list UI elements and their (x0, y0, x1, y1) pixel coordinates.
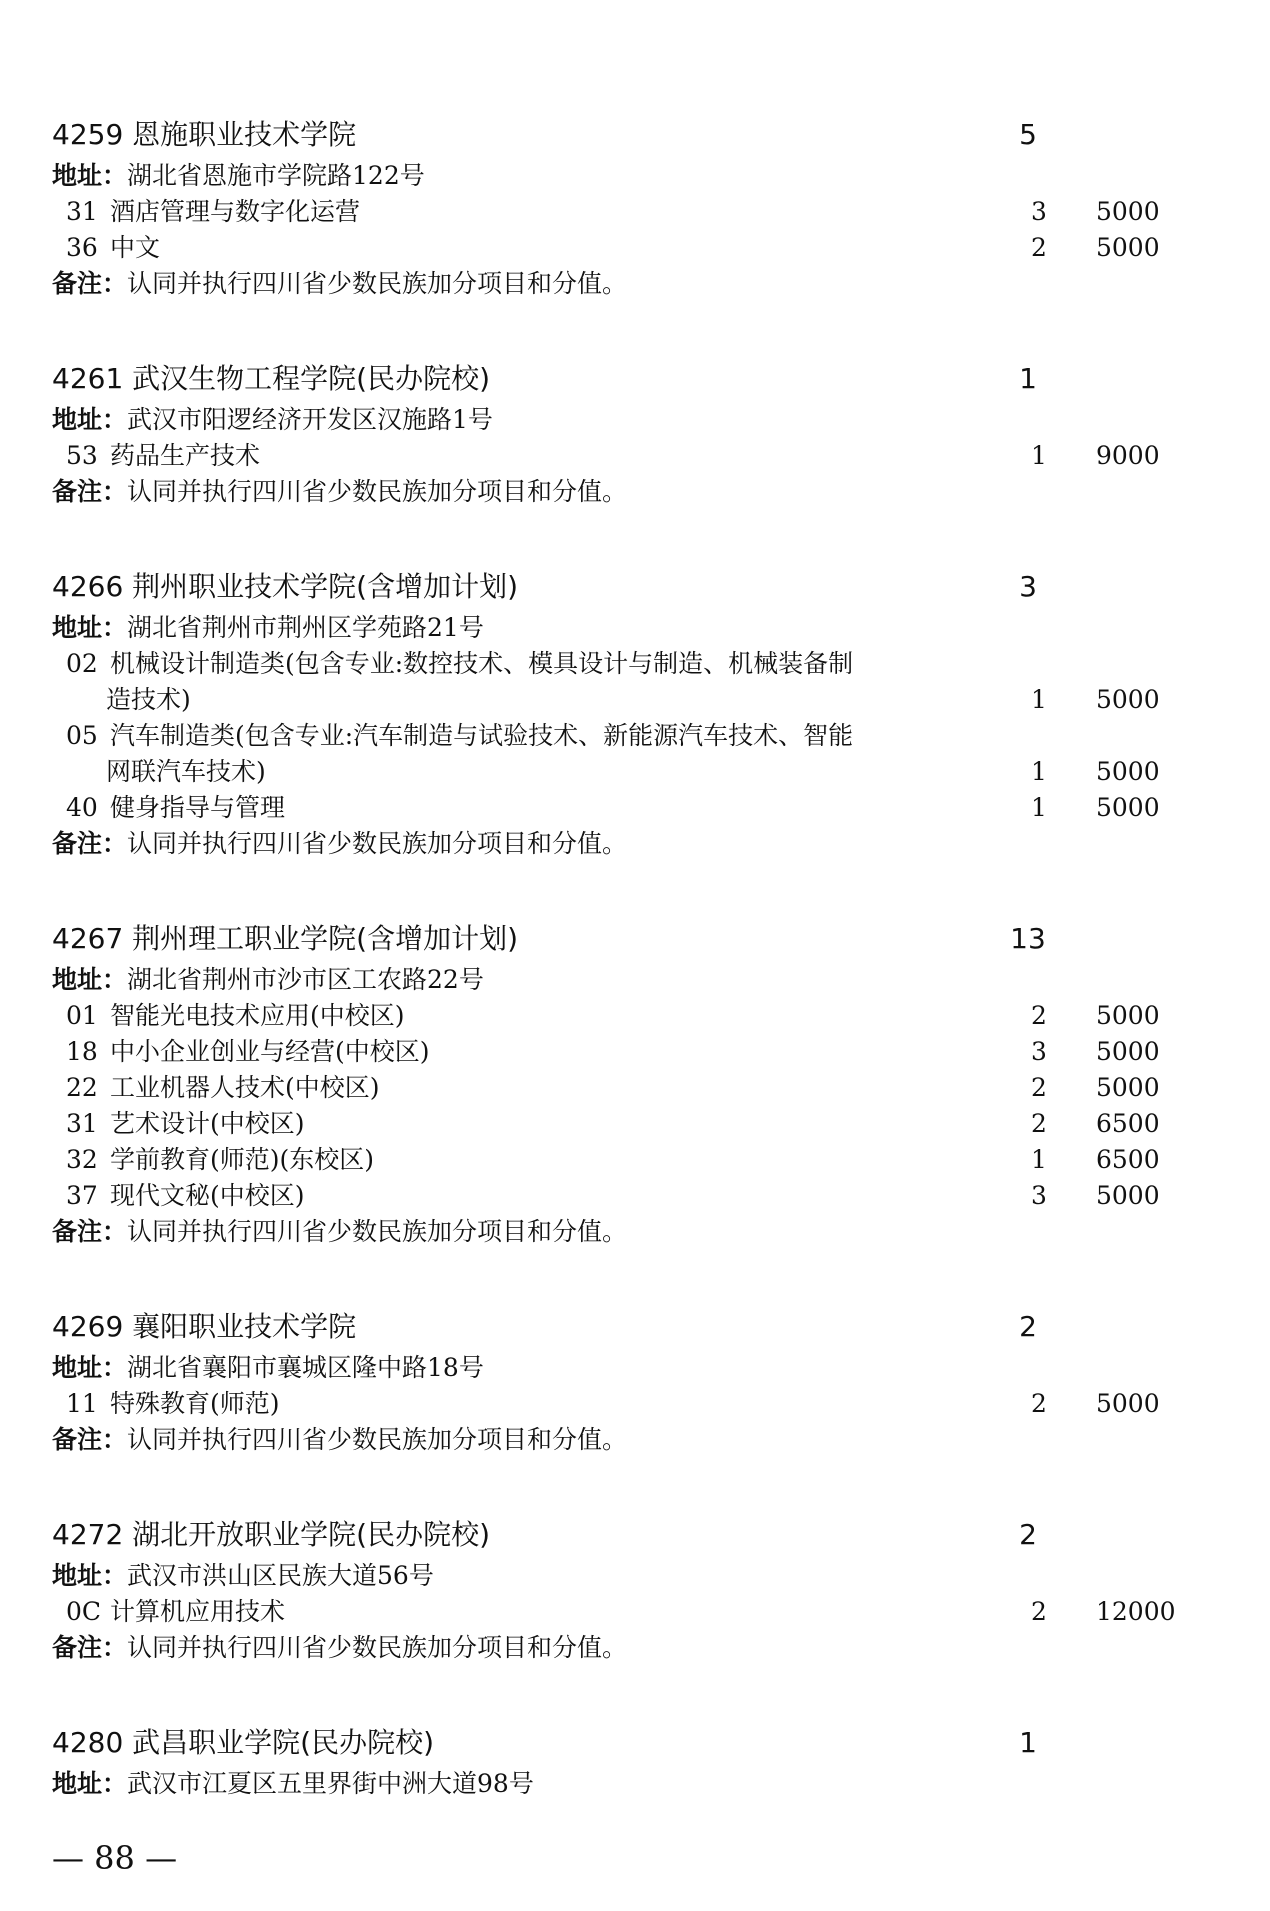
major-row-continuation (52, 682, 1212, 718)
school-address (52, 1350, 1212, 1386)
school-code: 4280 (52, 1726, 124, 1759)
major-plan-count: 1 (1031, 793, 1047, 822)
school-note (52, 1214, 1212, 1250)
major-plan-count: 1 (1031, 757, 1047, 786)
major-plan-count: 2 (1031, 1001, 1047, 1030)
major-name: 酒店管理与数字化运营 (110, 197, 361, 226)
school-note (52, 1630, 1212, 1666)
major-plan-count: 2 (1031, 1597, 1047, 1626)
major-code: 36 (66, 233, 98, 262)
major-plan-count: 1 (1031, 685, 1047, 714)
major-name: 机械设计制造类(包含专业:数控技术、模具设计与制造、机械装备制 (110, 649, 854, 678)
school-header (52, 564, 1212, 610)
major-name: 计算机应用技术 (110, 1597, 286, 1626)
major-plan-count: 1 (1031, 441, 1047, 470)
school-block (52, 564, 1212, 862)
major-tuition: 5000 (1096, 685, 1160, 714)
school-plan-count: 1 (1019, 362, 1037, 395)
school-plan-count: 2 (1019, 1518, 1037, 1551)
address-text: 武汉市江夏区五里界街中洲大道98号 (127, 1769, 534, 1798)
major-row (52, 1178, 1212, 1214)
major-row-continuation (52, 754, 1212, 790)
major-row (52, 646, 1212, 682)
major-code: 18 (66, 1037, 98, 1066)
major-tuition: 6500 (1096, 1109, 1160, 1138)
major-name: 中文 (110, 233, 161, 262)
school-note (52, 1422, 1212, 1458)
major-row (52, 1106, 1212, 1142)
school-plan-count: 5 (1019, 118, 1037, 151)
major-tuition: 5000 (1096, 1073, 1160, 1102)
major-tuition: 5000 (1096, 197, 1160, 226)
major-tuition: 5000 (1096, 1181, 1160, 1210)
school-note (52, 474, 1212, 510)
school-name: 武汉生物工程学院(民办院校) (132, 362, 491, 395)
school-block (52, 1720, 1212, 1802)
major-code: 0C (66, 1597, 102, 1626)
major-row (52, 230, 1212, 266)
school-code: 4259 (52, 118, 124, 151)
address-label: 地址： (52, 1353, 128, 1382)
major-row (52, 998, 1212, 1034)
major-code: 05 (66, 721, 98, 750)
school-header (52, 1512, 1212, 1558)
major-code: 53 (66, 441, 98, 470)
address-label: 地址： (52, 965, 128, 994)
school-header (52, 1720, 1212, 1766)
major-name: 中小企业创业与经营(中校区) (110, 1037, 430, 1066)
school-address (52, 402, 1212, 438)
address-text: 湖北省荆州市沙市区工农路22号 (127, 965, 484, 994)
major-code: 32 (66, 1145, 98, 1174)
school-address (52, 158, 1212, 194)
school-address (52, 962, 1212, 998)
major-code: 40 (66, 793, 98, 822)
major-code: 37 (66, 1181, 98, 1210)
school-plan-count: 1 (1019, 1726, 1037, 1759)
note-text: 认同并执行四川省少数民族加分项目和分值。 (127, 1633, 628, 1662)
note-label: 备注： (52, 477, 128, 506)
school-block (52, 1304, 1212, 1458)
school-address (52, 610, 1212, 646)
major-row (52, 194, 1212, 230)
school-header (52, 1304, 1212, 1350)
school-plan-count: 2 (1019, 1310, 1037, 1343)
address-text: 武汉市阳逻经济开发区汉施路1号 (127, 405, 493, 434)
major-name: 药品生产技术 (110, 441, 261, 470)
school-name: 荆州理工职业学院(含增加计划) (132, 922, 519, 955)
major-plan-count: 2 (1031, 1109, 1047, 1138)
major-plan-count: 3 (1031, 1037, 1047, 1066)
major-code: 31 (66, 1109, 98, 1138)
school-code: 4261 (52, 362, 124, 395)
school-header (52, 356, 1212, 402)
school-note (52, 266, 1212, 302)
major-tuition: 5000 (1096, 1001, 1160, 1030)
major-plan-count: 3 (1031, 1181, 1047, 1210)
school-block (52, 112, 1212, 302)
address-label: 地址： (52, 613, 128, 642)
school-note (52, 826, 1212, 862)
major-row (52, 718, 1212, 754)
major-name: 学前教育(师范)(东校区) (110, 1145, 375, 1174)
major-name: 智能光电技术应用(中校区) (110, 1001, 405, 1030)
note-text: 认同并执行四川省少数民族加分项目和分值。 (127, 269, 628, 298)
major-plan-count: 2 (1031, 1389, 1047, 1418)
school-name: 湖北开放职业学院(民办院校) (132, 1518, 491, 1551)
note-label: 备注： (52, 1633, 128, 1662)
major-name: 汽车制造类(包含专业:汽车制造与试验技术、新能源汽车技术、智能 (110, 721, 854, 750)
note-label: 备注： (52, 829, 128, 858)
school-name: 襄阳职业技术学院 (132, 1310, 357, 1343)
major-name: 艺术设计(中校区) (110, 1109, 305, 1138)
major-tuition: 5000 (1096, 1389, 1160, 1418)
school-name: 武昌职业学院(民办院校) (132, 1726, 435, 1759)
major-name: 健身指导与管理 (110, 793, 286, 822)
school-header (52, 916, 1212, 962)
major-row (52, 1070, 1212, 1106)
major-tuition: 5000 (1096, 233, 1160, 262)
major-row (52, 1386, 1212, 1422)
school-header (52, 112, 1212, 158)
page-number: — 88 — (52, 1839, 178, 1877)
school-block (52, 916, 1212, 1250)
major-code: 11 (66, 1389, 98, 1418)
major-row (52, 1034, 1212, 1070)
major-name: 特殊教育(师范) (110, 1389, 280, 1418)
major-tuition: 6500 (1096, 1145, 1160, 1174)
major-plan-count: 3 (1031, 197, 1047, 226)
major-tuition: 12000 (1096, 1597, 1176, 1626)
major-tuition: 5000 (1096, 793, 1160, 822)
school-code: 4267 (52, 922, 124, 955)
school-name: 恩施职业技术学院 (132, 118, 357, 151)
note-text: 认同并执行四川省少数民族加分项目和分值。 (127, 477, 628, 506)
major-name: 现代文秘(中校区) (110, 1181, 305, 1210)
address-text: 湖北省襄阳市襄城区隆中路18号 (127, 1353, 484, 1382)
major-code: 02 (66, 649, 98, 678)
note-text: 认同并执行四川省少数民族加分项目和分值。 (127, 1425, 628, 1454)
school-code: 4272 (52, 1518, 124, 1551)
school-address (52, 1766, 1212, 1802)
major-name: 工业机器人技术(中校区) (110, 1073, 380, 1102)
address-label: 地址： (52, 1769, 128, 1798)
address-label: 地址： (52, 161, 128, 190)
address-text: 湖北省荆州市荆州区学苑路21号 (127, 613, 484, 642)
address-label: 地址： (52, 405, 128, 434)
major-row (52, 1594, 1212, 1630)
major-name-continued: 网联汽车技术) (106, 757, 266, 786)
major-code: 31 (66, 197, 98, 226)
school-block (52, 1512, 1212, 1666)
major-plan-count: 2 (1031, 233, 1047, 262)
note-text: 认同并执行四川省少数民族加分项目和分值。 (127, 829, 628, 858)
school-plan-count: 3 (1019, 570, 1037, 603)
note-text: 认同并执行四川省少数民族加分项目和分值。 (127, 1217, 628, 1246)
school-plan-count: 13 (1010, 922, 1046, 955)
major-plan-count: 1 (1031, 1145, 1047, 1174)
major-code: 22 (66, 1073, 98, 1102)
address-text: 武汉市洪山区民族大道56号 (127, 1561, 434, 1590)
major-tuition: 5000 (1096, 1037, 1160, 1066)
major-row (52, 1142, 1212, 1178)
school-block (52, 356, 1212, 510)
major-row (52, 790, 1212, 826)
major-row (52, 438, 1212, 474)
school-code: 4266 (52, 570, 124, 603)
document-body (52, 112, 1212, 1856)
school-address (52, 1558, 1212, 1594)
major-tuition: 5000 (1096, 757, 1160, 786)
major-tuition: 9000 (1096, 441, 1160, 470)
school-code: 4269 (52, 1310, 124, 1343)
major-code: 01 (66, 1001, 98, 1030)
note-label: 备注： (52, 1217, 128, 1246)
major-plan-count: 2 (1031, 1073, 1047, 1102)
address-text: 湖北省恩施市学院路122号 (127, 161, 425, 190)
major-name-continued: 造技术) (106, 685, 191, 714)
school-name: 荆州职业技术学院(含增加计划) (132, 570, 519, 603)
note-label: 备注： (52, 269, 128, 298)
note-label: 备注： (52, 1425, 128, 1454)
address-label: 地址： (52, 1561, 128, 1590)
